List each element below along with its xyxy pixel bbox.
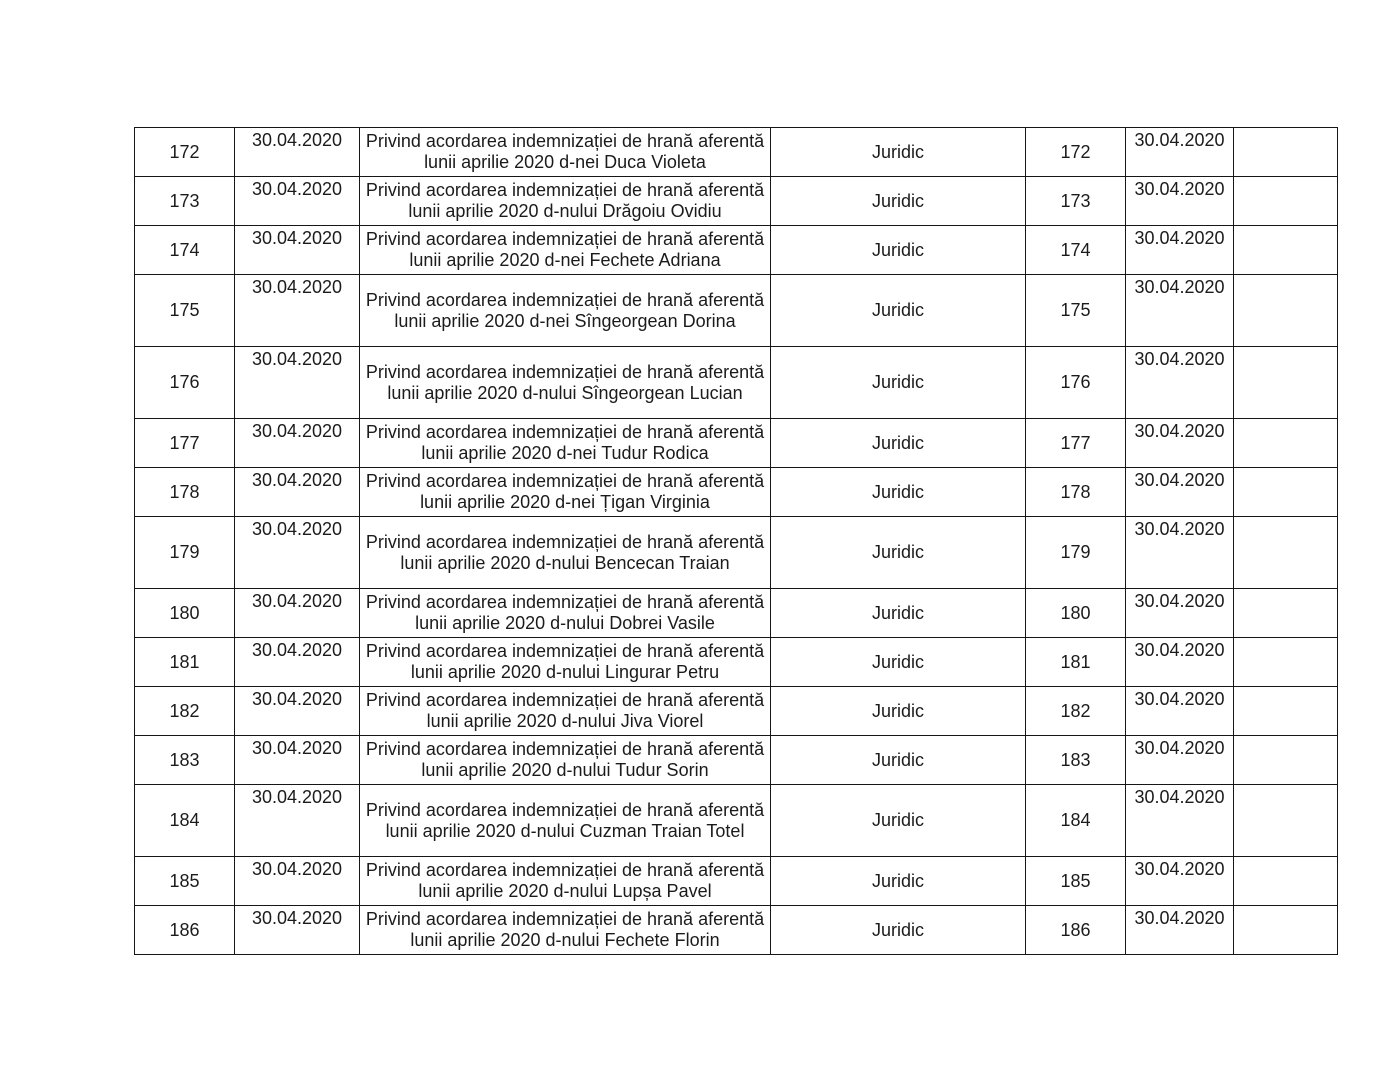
- date2-cell: 30.04.2020: [1126, 347, 1234, 419]
- department-cell: Juridic: [771, 906, 1026, 955]
- department-cell: Juridic: [771, 177, 1026, 226]
- row-number-cell: 173: [135, 177, 235, 226]
- row-number2-cell: 181: [1026, 638, 1126, 687]
- department-cell: Juridic: [771, 638, 1026, 687]
- observations-cell: [1234, 785, 1338, 857]
- date-cell: 30.04.2020: [235, 226, 360, 275]
- subject-cell: Privind acordarea indemnizației de hrană aferentă lunii aprilie 2020 d-nului Drăgoiu Ovidiu: [360, 177, 771, 226]
- date-cell: 30.04.2020: [235, 857, 360, 906]
- subject-cell: Privind acordarea indemnizației de hrană aferentă lunii aprilie 2020 d-nului Bencecan Traian: [360, 517, 771, 589]
- department-cell: Juridic: [771, 785, 1026, 857]
- observations-cell: [1234, 419, 1338, 468]
- observations-cell: [1234, 468, 1338, 517]
- date2-cell: 30.04.2020: [1126, 275, 1234, 347]
- row-number-cell: 178: [135, 468, 235, 517]
- department-cell: Juridic: [771, 275, 1026, 347]
- table-row: [135, 468, 1338, 517]
- row-number2-cell: 178: [1026, 468, 1126, 517]
- row-number-cell: 172: [135, 128, 235, 177]
- date-cell: 30.04.2020: [235, 468, 360, 517]
- observations-cell: [1234, 347, 1338, 419]
- row-number-cell: 175: [135, 275, 235, 347]
- date-cell: 30.04.2020: [235, 275, 360, 347]
- department-cell: Juridic: [771, 468, 1026, 517]
- table-row: [135, 128, 1338, 177]
- subject-cell: Privind acordarea indemnizației de hrană aferentă lunii aprilie 2020 d-nului Dobrei Vasile: [360, 589, 771, 638]
- table-row: [135, 226, 1338, 275]
- date-cell: 30.04.2020: [235, 517, 360, 589]
- date2-cell: 30.04.2020: [1126, 177, 1234, 226]
- table-row: [135, 857, 1338, 906]
- table-row: [135, 517, 1338, 589]
- row-number2-cell: 176: [1026, 347, 1126, 419]
- subject-cell: Privind acordarea indemnizației de hrană aferentă lunii aprilie 2020 d-nului Lingurar Petru: [360, 638, 771, 687]
- observations-cell: [1234, 226, 1338, 275]
- table-row: [135, 687, 1338, 736]
- date-cell: 30.04.2020: [235, 687, 360, 736]
- row-number-cell: 183: [135, 736, 235, 785]
- observations-cell: [1234, 687, 1338, 736]
- subject-cell: Privind acordarea indemnizației de hrană aferentă lunii aprilie 2020 d-nului Lupșa Pavel: [360, 857, 771, 906]
- row-number2-cell: 175: [1026, 275, 1126, 347]
- subject-cell: Privind acordarea indemnizației de hrană aferentă lunii aprilie 2020 d-nei Țigan Virginia: [360, 468, 771, 517]
- row-number-cell: 184: [135, 785, 235, 857]
- date-cell: 30.04.2020: [235, 638, 360, 687]
- row-number2-cell: 183: [1026, 736, 1126, 785]
- observations-cell: [1234, 736, 1338, 785]
- row-number-cell: 182: [135, 687, 235, 736]
- row-number2-cell: 174: [1026, 226, 1126, 275]
- table-row: [135, 347, 1338, 419]
- date2-cell: 30.04.2020: [1126, 736, 1234, 785]
- table-row: [135, 275, 1338, 347]
- department-cell: Juridic: [771, 128, 1026, 177]
- row-number-cell: 176: [135, 347, 235, 419]
- table-row: [135, 419, 1338, 468]
- department-cell: Juridic: [771, 517, 1026, 589]
- date2-cell: 30.04.2020: [1126, 906, 1234, 955]
- row-number2-cell: 185: [1026, 857, 1126, 906]
- observations-cell: [1234, 275, 1338, 347]
- row-number2-cell: 172: [1026, 128, 1126, 177]
- department-cell: Juridic: [771, 687, 1026, 736]
- row-number2-cell: 184: [1026, 785, 1126, 857]
- date2-cell: 30.04.2020: [1126, 226, 1234, 275]
- row-number2-cell: 186: [1026, 906, 1126, 955]
- observations-cell: [1234, 589, 1338, 638]
- date2-cell: 30.04.2020: [1126, 687, 1234, 736]
- subject-cell: Privind acordarea indemnizației de hrană aferentă lunii aprilie 2020 d-nei Tudur Rodica: [360, 419, 771, 468]
- date2-cell: 30.04.2020: [1126, 468, 1234, 517]
- row-number-cell: 174: [135, 226, 235, 275]
- subject-cell: Privind acordarea indemnizației de hrană aferentă lunii aprilie 2020 d-nului Cuzman Traian Totel: [360, 785, 771, 857]
- date2-cell: 30.04.2020: [1126, 128, 1234, 177]
- date-cell: 30.04.2020: [235, 785, 360, 857]
- date2-cell: 30.04.2020: [1126, 419, 1234, 468]
- subject-cell: Privind acordarea indemnizației de hrană aferentă lunii aprilie 2020 d-nului Fechete Florin: [360, 906, 771, 955]
- table-row: [135, 177, 1338, 226]
- subject-cell: Privind acordarea indemnizației de hrană aferentă lunii aprilie 2020 d-nei Fechete Adriana: [360, 226, 771, 275]
- department-cell: Juridic: [771, 226, 1026, 275]
- date-cell: 30.04.2020: [235, 128, 360, 177]
- date2-cell: 30.04.2020: [1126, 517, 1234, 589]
- row-number-cell: 186: [135, 906, 235, 955]
- observations-cell: [1234, 638, 1338, 687]
- department-cell: Juridic: [771, 419, 1026, 468]
- row-number2-cell: 179: [1026, 517, 1126, 589]
- date2-cell: 30.04.2020: [1126, 785, 1234, 857]
- row-number-cell: 180: [135, 589, 235, 638]
- date2-cell: 30.04.2020: [1126, 589, 1234, 638]
- date-cell: 30.04.2020: [235, 589, 360, 638]
- department-cell: Juridic: [771, 589, 1026, 638]
- row-number-cell: 179: [135, 517, 235, 589]
- subject-cell: Privind acordarea indemnizației de hrană aferentă lunii aprilie 2020 d-nului Tudur Sorin: [360, 736, 771, 785]
- row-number2-cell: 173: [1026, 177, 1126, 226]
- subject-cell: Privind acordarea indemnizației de hrană aferentă lunii aprilie 2020 d-nului Jiva Viorel: [360, 687, 771, 736]
- observations-cell: [1234, 857, 1338, 906]
- observations-cell: [1234, 177, 1338, 226]
- department-cell: Juridic: [771, 736, 1026, 785]
- date-cell: 30.04.2020: [235, 736, 360, 785]
- table-row: [135, 638, 1338, 687]
- row-number2-cell: 180: [1026, 589, 1126, 638]
- row-number-cell: 185: [135, 857, 235, 906]
- date2-cell: 30.04.2020: [1126, 638, 1234, 687]
- table-row: [135, 589, 1338, 638]
- table-row: [135, 736, 1338, 785]
- date-cell: 30.04.2020: [235, 177, 360, 226]
- decisions-register-table: [134, 127, 1338, 955]
- observations-cell: [1234, 906, 1338, 955]
- date-cell: 30.04.2020: [235, 347, 360, 419]
- row-number2-cell: 182: [1026, 687, 1126, 736]
- observations-cell: [1234, 128, 1338, 177]
- table-row: [135, 785, 1338, 857]
- table-row: [135, 906, 1338, 955]
- subject-cell: Privind acordarea indemnizației de hrană aferentă lunii aprilie 2020 d-nei Sîngeorgean Dorina: [360, 275, 771, 347]
- subject-cell: Privind acordarea indemnizației de hrană aferentă lunii aprilie 2020 d-nului Sîngeorgean Lucian: [360, 347, 771, 419]
- row-number-cell: 181: [135, 638, 235, 687]
- row-number-cell: 177: [135, 419, 235, 468]
- department-cell: Juridic: [771, 347, 1026, 419]
- date2-cell: 30.04.2020: [1126, 857, 1234, 906]
- observations-cell: [1234, 517, 1338, 589]
- date-cell: 30.04.2020: [235, 419, 360, 468]
- department-cell: Juridic: [771, 857, 1026, 906]
- row-number2-cell: 177: [1026, 419, 1126, 468]
- date-cell: 30.04.2020: [235, 906, 360, 955]
- subject-cell: Privind acordarea indemnizației de hrană aferentă lunii aprilie 2020 d-nei Duca Violeta: [360, 128, 771, 177]
